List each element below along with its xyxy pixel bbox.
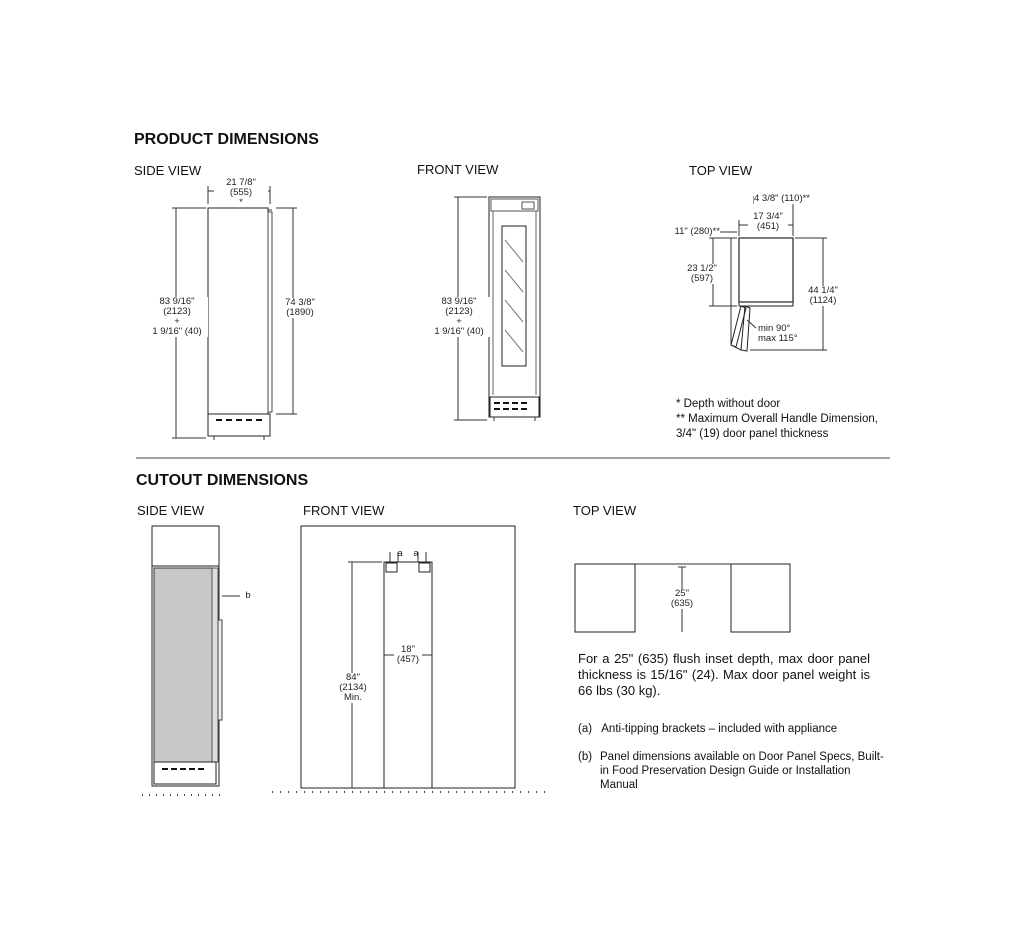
product-top-depth [684, 264, 720, 284]
product-front-height-base: 1 9/16" (40) [434, 326, 484, 337]
product-top-depth-mm: (597) [690, 273, 714, 284]
product-top-overall [804, 286, 842, 306]
cutout-note-a-marker: (a) [578, 723, 593, 735]
product-side-height-base: 1 9/16" (40) [152, 326, 202, 337]
product-front-height-in: 83 9/16" [441, 296, 477, 307]
product-top-width-in: 17 3/4" [753, 211, 783, 222]
cutout-front-view-label: FRONT VIEW [303, 503, 385, 518]
product-top-angle [758, 324, 808, 344]
product-top-angle-min: min 90° [758, 323, 791, 334]
cutout-note-b-marker: (b) [578, 751, 593, 763]
cutout-front-height-mm: (2134) [339, 682, 367, 693]
product-note-panel: 3/4" (19) door panel thickness [676, 428, 829, 440]
cutout-front-width [394, 645, 422, 665]
cutout-front-width-mm: (457) [396, 654, 420, 665]
cutout-top-view-label: TOP VIEW [573, 503, 637, 518]
product-side-depth-mark: * [239, 197, 243, 208]
cutout-side-marker-b: b [245, 590, 251, 601]
product-side-cabinet-height [278, 298, 322, 318]
cutout-note-a [578, 722, 888, 736]
cutout-dimensions-heading: CUTOUT DIMENSIONS [136, 472, 309, 489]
product-side-height [146, 297, 208, 337]
product-top-handle: 4 3/8" (110)** [754, 194, 814, 204]
cutout-front-height-min: Min. [344, 692, 362, 703]
product-top-view-label: TOP VIEW [689, 163, 753, 178]
product-top-overall-mm: (1124) [809, 295, 837, 306]
cutout-front-height-in: 84" [346, 672, 360, 683]
product-front-height-mm: (2123) [445, 306, 473, 317]
product-front-height-plus: + [456, 316, 462, 327]
cutout-note-a-text: Anti-tipping brackets – included with appliance [601, 723, 838, 735]
product-dimensions-heading: PRODUCT DIMENSIONS [134, 131, 319, 148]
product-top-overall-in: 44 1/4" [808, 285, 838, 296]
product-side-depth: 21 7/8" [226, 177, 256, 188]
product-side-view-label: SIDE VIEW [134, 163, 202, 178]
product-note-depth: * Depth without door [676, 398, 781, 410]
cutout-side-view-drawing [142, 526, 240, 795]
cutout-top-depth-in: 25" [675, 588, 689, 599]
cutout-side-view-label: SIDE VIEW [137, 503, 205, 518]
cutout-front-width-in: 18" [401, 644, 415, 655]
product-top-side-offset: 11" (280)** [666, 227, 720, 237]
product-note-handle: ** Maximum Overall Handle Dimension, [676, 413, 878, 425]
product-top-width [748, 212, 788, 232]
product-notes [676, 397, 896, 442]
product-top-width-mm: (451) [756, 221, 780, 232]
product-front-view-label: FRONT VIEW [417, 162, 499, 177]
cutout-inset-paragraph: For a 25" (635) flush inset depth, max door panel thickness is 15/16" (24). Max door panel weight is 66 lbs (30 kg). [578, 651, 870, 698]
product-side-cabinet-height-mm: (1890) [286, 307, 314, 318]
product-side-height-mm: (2123) [163, 306, 191, 317]
cutout-front-height [338, 673, 368, 703]
cutout-top-depth-mm: (635) [670, 598, 694, 609]
cutout-front-marker-a-left: a [397, 548, 403, 559]
cutout-top-depth [668, 589, 696, 609]
product-top-angle-max: max 115° [758, 333, 798, 344]
cutout-front-marker-a-right: a [413, 548, 419, 559]
product-side-cabinet-height-in: 74 3/8" [285, 297, 315, 308]
product-side-height-in: 83 9/16" [159, 296, 195, 307]
product-side-depth-mm: (555) [214, 188, 268, 198]
product-front-height [428, 297, 490, 337]
product-top-depth-in: 23 1/2" [687, 263, 717, 274]
product-side-height-plus: + [174, 316, 180, 327]
cutout-note-b-text: Panel dimensions available on Door Panel Specs, Built-in Food Preservation Design Guide or Installation Manual [600, 751, 884, 791]
